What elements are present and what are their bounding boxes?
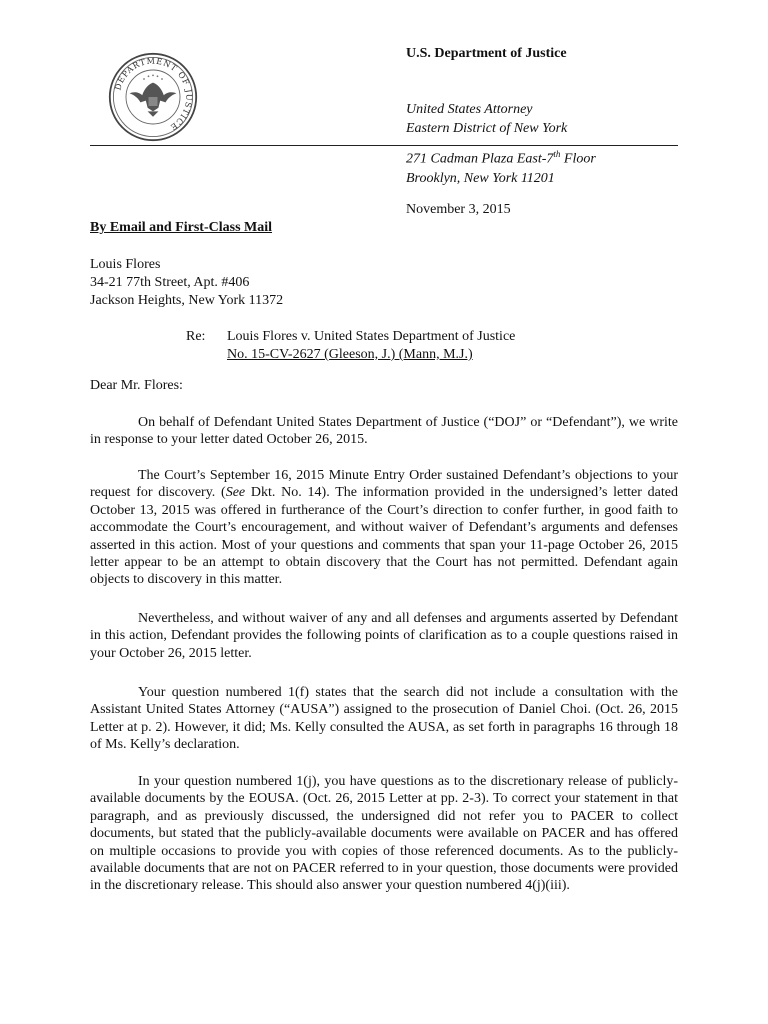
recipient-address bbox=[90, 256, 283, 310]
seal-icon bbox=[108, 52, 198, 142]
office-title: United States Attorney bbox=[406, 102, 533, 117]
recipient-name: Louis Flores bbox=[90, 257, 161, 272]
case-title: Louis Flores v. United States Department of Justice bbox=[227, 329, 516, 344]
re-label: Re: bbox=[186, 329, 206, 344]
address-street: 271 Cadman Plaza East-7th Floor bbox=[406, 149, 596, 167]
department-name: U.S. Department of Justice bbox=[406, 46, 567, 61]
case-number: No. 15-CV-2627 (Gleeson, J.) (Mann, M.J.) bbox=[227, 347, 473, 362]
delivery-method: By Email and First-Class Mail bbox=[90, 220, 273, 235]
office-address bbox=[406, 145, 596, 188]
department-of-justice-seal bbox=[108, 52, 198, 142]
paragraph-1: On behalf of Defendant United States Department of Justice (“DOJ” or “Defendant”), we write in response to your letter dated October 26, 2015. bbox=[90, 415, 678, 448]
office-block bbox=[406, 100, 567, 138]
recipient-city: Jackson Heights, New York 11372 bbox=[90, 293, 284, 308]
salutation: Dear Mr. Flores: bbox=[90, 378, 183, 393]
recipient-street: 34-21 77th Street, Apt. #406 bbox=[90, 275, 250, 290]
paragraph-3: Nevertheless, and without waiver of any and all defenses and arguments asserted by Defendant in this action, Defendant provides the following points of clarification as to a couple questions raised in your October 26, 2015 letter. bbox=[90, 611, 678, 661]
paragraph-5: In your question numbered 1(j), you have questions as to the discretionary release of publicly-available documents by the EOUSA. (Oct. 26, 2015 Letter at pp. 2-3). To correct your statement in that paragraph, and as previously discussed, the undersigned did not refer you to PACER to collect documents, but stated that the publicly-available documents were available on PACER and has offered on multiple occasions to provide you with copies of those referenced documents. As to the publicly-available documents that are not on PACER referred to in your question, those documents were provided in the discretionary release. This should also answer your question numbered 4(j)(iii). bbox=[90, 774, 678, 894]
letter-date: November 3, 2015 bbox=[406, 202, 511, 217]
address-city: Brooklyn, New York 11201 bbox=[406, 170, 555, 186]
svg-text:DEPARTMENT OF JUSTICE: DEPARTMENT OF JUSTICE bbox=[112, 55, 195, 133]
paragraph-4: Your question numbered 1(f) states that the search did not include a consultation with the Assistant United States Attorney (“AUSA”) assigned to the prosecution of Daniel Choi. (Oct. 26, 2015 Letter at p. 2). However, it did; Ms. Kelly consulted the AUSA, as set forth in paragraphs 16 through 18 of Ms. Kelly’s declaration. bbox=[90, 685, 678, 753]
office-district: Eastern District of New York bbox=[406, 121, 568, 136]
paragraph-2: The Court’s September 16, 2015 Minute Entry Order sustained Defendant’s objections to your request for discovery. (See Dkt. No. 14). The information provided in the undersigned’s letter dated October 13, 2015 was offered in furtherance of the Court’s direction to confer further, in good faith to accommodate the Court’s encouragement, and without waiver of Defendant’s arguments and defenses asserted in this action. Most of your questions and comments that span your 11-page October 26, 2015 letter appear to be an attempt to obtain discovery that the Court has not permitted. Defendant again objects to discovery in this matter. bbox=[90, 468, 678, 588]
re-subject bbox=[227, 328, 515, 364]
